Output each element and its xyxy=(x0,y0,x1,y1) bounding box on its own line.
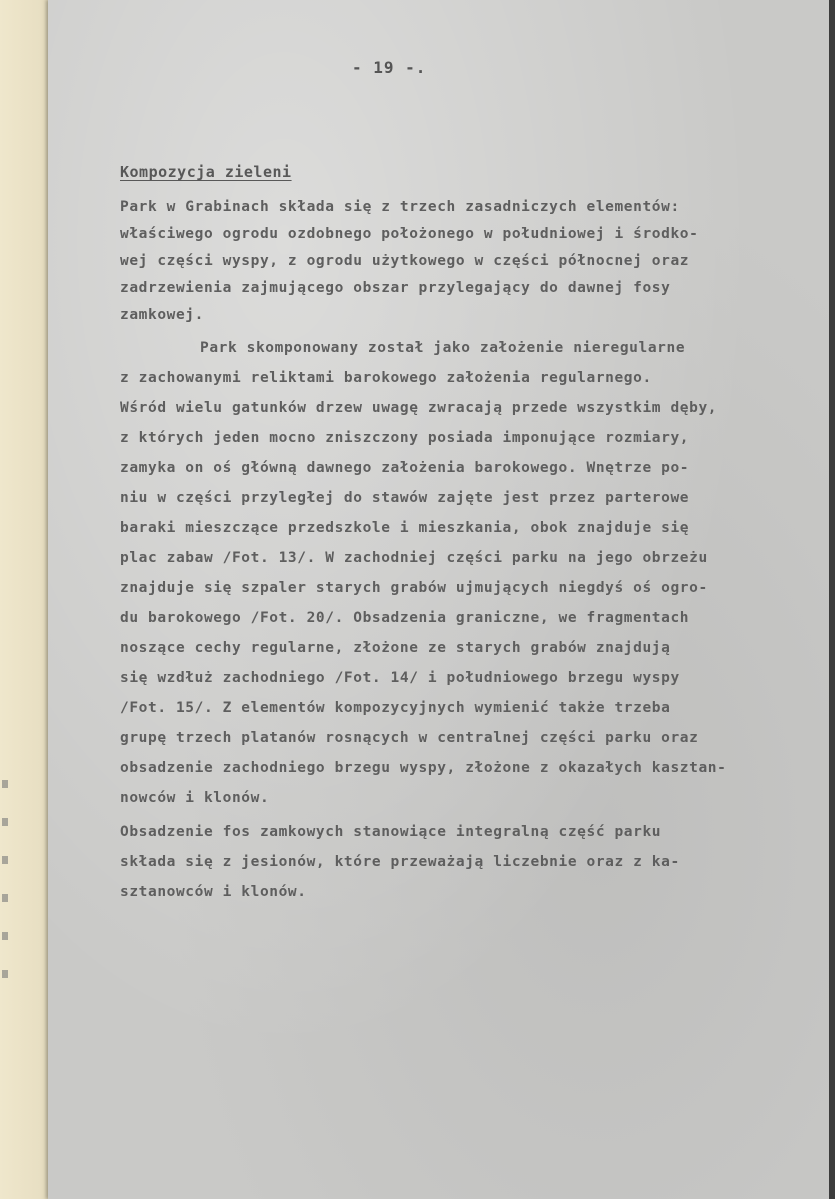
paragraph-2 xyxy=(120,333,810,813)
text-line: /Fot. 15/. Z elementów kompozycyjnych wymienić także trzeba xyxy=(120,700,671,716)
text-line: Park skomponowany został jako założenie nieregularne xyxy=(200,340,686,356)
text-line: nowców i klonów. xyxy=(120,790,270,806)
text-line: zamkowej. xyxy=(120,307,204,323)
section-heading: Kompozycja zieleni xyxy=(120,163,292,181)
text-line: z zachowanymi reliktami barokowego założenia regularnego. xyxy=(120,370,652,386)
margin-marks xyxy=(2,780,14,1008)
page-edge-shadow xyxy=(829,0,835,1199)
text-line: właściwego ogrodu ozdobnego położonego w południowej i środko- xyxy=(120,226,699,242)
text-line: obsadzenie zachodniego brzegu wyspy, złożone z okazałych kasztan- xyxy=(120,760,727,776)
text-line: znajduje się szpaler starych grabów ujmujących niegdyś oś ogro- xyxy=(120,580,708,596)
text-line: wej części wyspy, z ogrodu użytkowego w części północnej oraz xyxy=(120,253,690,269)
margin-mark xyxy=(2,894,8,902)
page-number: - 19 -. xyxy=(352,58,427,77)
text-line: z których jeden mocno zniszczony posiada imponujące rozmiary, xyxy=(120,430,690,446)
text-line: du barokowego /Fot. 20/. Obsadzenia graniczne, we fragmentach xyxy=(120,610,690,626)
text-line: grupę trzech platanów rosnących w centralnej części parku oraz xyxy=(120,730,699,746)
text-line: Park w Grabinach składa się z trzech zasadniczych elementów: xyxy=(120,199,680,215)
text-line: zadrzewienia zajmującego obszar przylegający do dawnej fosy xyxy=(120,280,671,296)
text-line: zamyka on oś główną dawnego założenia barokowego. Wnętrze po- xyxy=(120,460,690,476)
paragraph-1 xyxy=(120,194,810,329)
text-line: składa się z jesionów, które przeważają liczebnie oraz z ka- xyxy=(120,854,680,870)
margin-mark xyxy=(2,932,8,940)
text-line: noszące cechy regularne, złożone ze starych grabów znajdują xyxy=(120,640,671,656)
body-text xyxy=(120,194,810,911)
text-line: baraki mieszczące przedszkole i mieszkania, obok znajduje się xyxy=(120,520,690,536)
margin-mark xyxy=(2,818,8,826)
binding-strip xyxy=(0,0,50,1199)
margin-mark xyxy=(2,970,8,978)
text-line: się wzdłuż zachodniego /Fot. 14/ i południowego brzegu wyspy xyxy=(120,670,680,686)
text-line: Obsadzenie fos zamkowych stanowiące integralną część parku xyxy=(120,824,662,840)
margin-mark xyxy=(2,780,8,788)
text-line: Wśród wielu gatunków drzew uwagę zwracają przede wszystkim dęby, xyxy=(120,400,718,416)
text-line: sztanowców i klonów. xyxy=(120,884,307,900)
margin-mark xyxy=(2,856,8,864)
text-line: niu w części przyległej do stawów zajęte jest przez parterowe xyxy=(120,490,690,506)
text-line: plac zabaw /Fot. 13/. W zachodniej części parku na jego obrzeżu xyxy=(120,550,708,566)
paragraph-3 xyxy=(120,817,810,907)
